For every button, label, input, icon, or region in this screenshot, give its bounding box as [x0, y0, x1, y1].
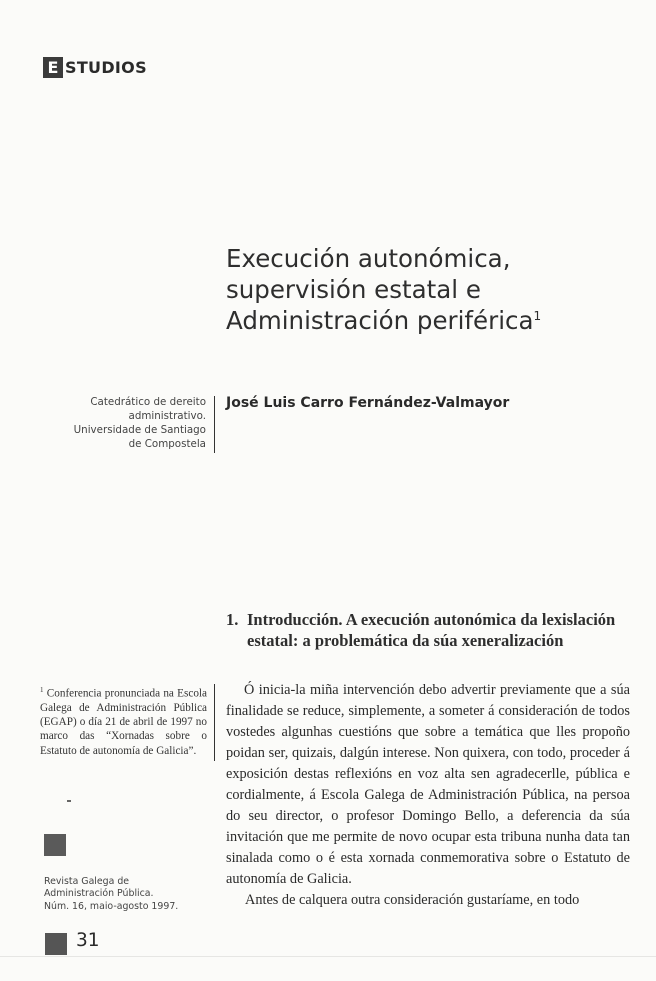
affiliation-line-1: Catedrático de dereito: [90, 396, 206, 408]
journal-marker-square: [44, 834, 66, 856]
journal-info: [44, 876, 214, 913]
page-number: 31: [76, 930, 100, 951]
section-number: 1.: [226, 610, 239, 629]
section-header: [43, 56, 147, 78]
title-line-1: Execución autonómica,: [226, 244, 511, 273]
footnote-text: Conferencia pronunciada na Escola Galega de Administración Pública (EGAP) o día 21 de abril de 1997 no marco das “Xornadas sobre o Estatuto de autonomía de Galicia”.: [40, 687, 208, 757]
page-bottom-rule: [0, 956, 656, 957]
footnote: [40, 683, 207, 758]
page-marker-square: [45, 933, 67, 955]
author-name: José Luis Carro Fernández-Valmayor: [226, 395, 510, 411]
body-text: [226, 680, 630, 912]
body-paragraph-2: Antes de calquera outra consideración gustaríame, en todo: [245, 892, 580, 909]
footnote-divider: [214, 684, 215, 761]
author-affiliation: [40, 395, 206, 451]
affiliation-line-4: de Compostela: [128, 438, 206, 450]
section-heading-text: Introducción. A execución autonómica da lexislación estatal: a problemática da súa xeneralización: [247, 610, 616, 650]
margin-mark: [67, 800, 71, 802]
title-line-3: [226, 305, 636, 336]
article-title: [226, 243, 636, 336]
section-label: STUDIOS: [65, 57, 147, 77]
title-footnote-mark: 1: [533, 308, 542, 323]
affiliation-line-2: administrativo.: [128, 410, 206, 422]
affiliation-divider: [214, 396, 215, 453]
section-initial-box: E: [43, 57, 63, 78]
body-paragraph-1: Ó inicia-la miña intervención debo advertir previamente que a súa finalidade se reduce, simplemente, a someter á consideración de todos vostedes algunhas cuestións que sobre a temática que lles propoño poidan ser, quizais, dalgún interese. Non quixera, con todo, proceder á exposición destas reflexións en voz alta sen agradecerlle, pública e cordialmente, á Escola Galega de Administración Pública, na persoa do seu director, o profesor Domingo Bello, a deferencia da súa invitación que me permite de novo ocupar esta tribuna nunha data tan sinalada como o é esta xornada conmemorativa sobre o Estatuto de autonomía de Galicia.: [226, 682, 630, 888]
journal-line-3: Núm. 16, maio-agosto 1997.: [44, 900, 179, 912]
affiliation-line-3: Universidade de Santiago: [73, 424, 206, 436]
journal-line-1: Revista Galega de: [44, 876, 130, 887]
title-line-2: supervisión estatal e: [226, 275, 481, 304]
footnote-mark: 1: [40, 686, 44, 694]
journal-line-2: Administración Pública.: [44, 888, 154, 900]
title-line-3-text: Administración periférica: [226, 306, 534, 335]
